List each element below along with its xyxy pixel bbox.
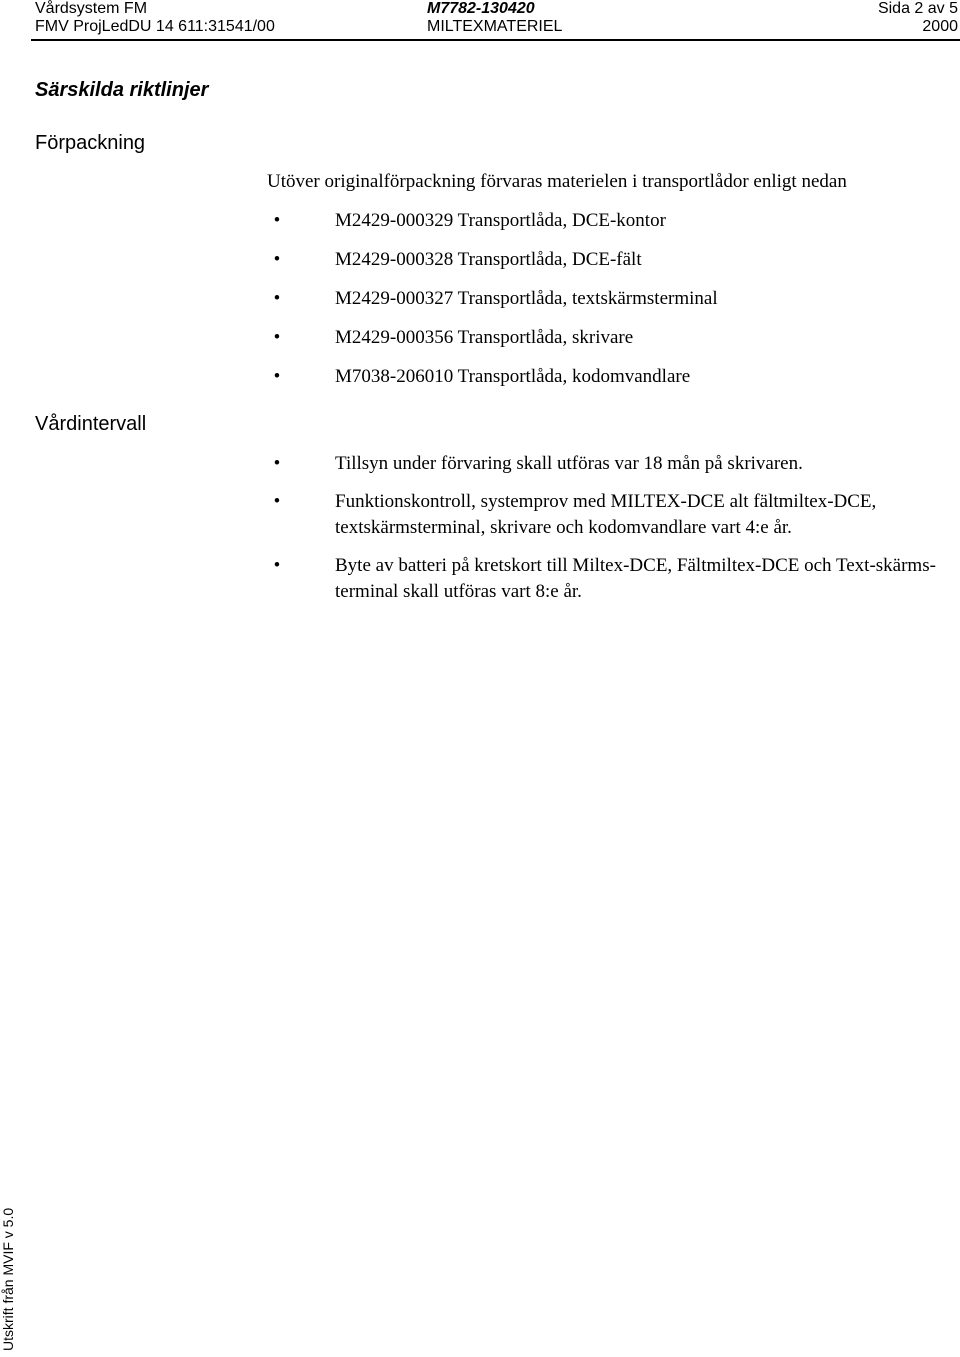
header-project-ref: FMV ProjLedDU 14 611:31541/00 xyxy=(35,18,275,35)
heading-forpackning: Förpackning xyxy=(35,132,146,154)
bullet-icon: • xyxy=(273,555,281,576)
list-item-text: M2429-000327 Transportlåda, textskärmsterminal xyxy=(335,288,718,309)
header-material-category: MILTEXMATERIEL xyxy=(427,18,563,35)
list-item-text: M2429-000329 Transportlåda, DCE-kontor xyxy=(335,210,666,231)
bullet-icon: • xyxy=(273,327,281,348)
header-divider xyxy=(31,39,960,41)
bullet-icon: • xyxy=(273,249,281,270)
page-header xyxy=(0,0,960,40)
list-item xyxy=(267,208,957,247)
heading-vardintervall: Vårdintervall xyxy=(35,413,147,435)
bullet-icon: • xyxy=(273,288,281,309)
list-item xyxy=(267,247,957,286)
header-page-number: Sida 2 av 5 xyxy=(877,0,958,17)
forpackning-list xyxy=(267,208,957,403)
list-item xyxy=(267,364,957,403)
list-item xyxy=(267,325,957,364)
list-item-text: M7038-206010 Transportlåda, kodomvandlare xyxy=(335,366,691,387)
list-item-text: M2429-000328 Transportlåda, DCE-fält xyxy=(335,249,642,270)
list-item xyxy=(267,553,957,605)
list-item xyxy=(267,489,957,541)
vardintervall-list xyxy=(267,451,957,617)
list-item-text: M2429-000356 Transportlåda, skrivare xyxy=(335,327,634,348)
header-document-number: M7782-130420 xyxy=(427,0,535,17)
header-year: 2000 xyxy=(922,18,958,35)
forpackning-intro: Utöver originalförpackning förvaras materielen i transportlådor enligt nedan xyxy=(267,171,847,192)
section-title: Särskilda riktlinjer xyxy=(35,79,209,101)
list-item xyxy=(267,286,957,325)
bullet-icon: • xyxy=(273,210,281,231)
list-item xyxy=(267,451,957,477)
bullet-icon: • xyxy=(273,491,281,512)
header-system-name: Vårdsystem FM xyxy=(35,0,148,17)
bullet-icon: • xyxy=(273,366,281,387)
bullet-icon: • xyxy=(273,453,281,474)
list-item-text: Tillsyn under förvaring skall utföras var 18 mån på skrivaren. xyxy=(335,453,803,474)
list-item-text: Byte av batteri på kretskort till Miltex-DCE, Fältmiltex-DCE och Text-skärms-terminal skall utföras vart 8:e år. xyxy=(335,555,936,602)
print-source-label: Utskrift från MVIF v 5.0 xyxy=(0,1207,16,1351)
list-item-text: Funktionskontroll, systemprov med MILTEX-DCE alt fältmiltex-DCE, textskärmsterminal, skrivare och kodomvandlare vart 4:e år. xyxy=(335,491,877,538)
